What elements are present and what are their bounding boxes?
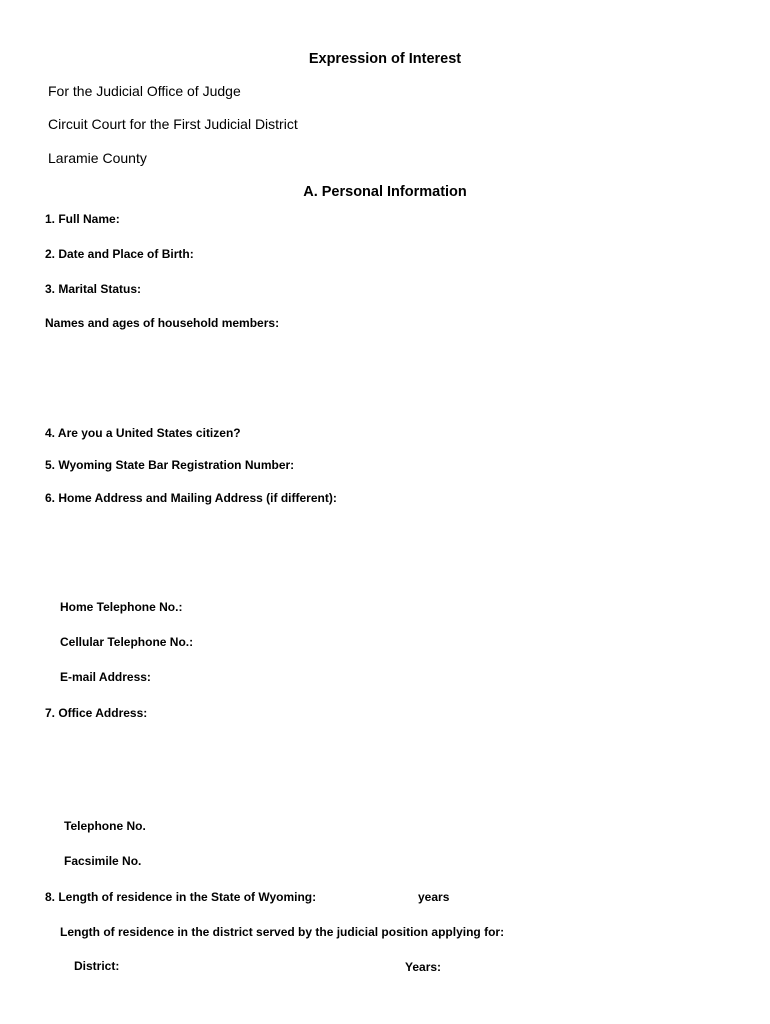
page-title: Expression of Interest	[308, 51, 462, 67]
household-members-input[interactable]	[45, 338, 720, 418]
office-address-input[interactable]	[45, 728, 720, 808]
birth-input[interactable]	[206, 246, 720, 262]
state-residence-label: 8. Length of residence in the State of Wyoming:	[45, 890, 317, 904]
district-input[interactable]	[126, 958, 396, 974]
years-unit-label: years	[418, 890, 450, 904]
full-name-input[interactable]	[130, 211, 720, 227]
cell-phone-label: Cellular Telephone No.:	[60, 635, 194, 649]
marital-status-label: 3. Marital Status:	[45, 282, 142, 296]
birth-label: 2. Date and Place of Birth:	[45, 247, 194, 261]
office-line-3: Laramie County	[48, 150, 147, 166]
state-residence-input[interactable]	[336, 889, 412, 905]
office-line-2: Circuit Court for the First Judicial District	[48, 116, 298, 132]
section-heading: A. Personal Information	[303, 184, 467, 200]
district-residence-label: Length of residence in the district served by the judicial position applying for:	[60, 925, 505, 939]
full-name-label: 1. Full Name:	[45, 212, 120, 226]
marital-status-input[interactable]	[150, 281, 720, 297]
office-line-1: For the Judicial Office of Judge	[48, 83, 241, 99]
home-address-label: 6. Home Address and Mailing Address (if different):	[45, 491, 337, 505]
cell-phone-input[interactable]	[204, 634, 720, 650]
office-address-label: 7. Office Address:	[45, 706, 148, 720]
home-phone-input[interactable]	[192, 599, 720, 615]
home-phone-label: Home Telephone No.:	[60, 600, 183, 614]
email-label: E-mail Address:	[60, 670, 151, 684]
home-address-input[interactable]	[45, 513, 720, 591]
fax-label: Facsimile No.	[64, 854, 142, 868]
district-label: District:	[74, 959, 120, 973]
household-members-label: Names and ages of household members:	[45, 316, 280, 330]
citizen-label: 4. Are you a United States citizen?	[45, 426, 241, 440]
office-phone-input[interactable]	[154, 818, 720, 834]
fax-input[interactable]	[150, 853, 720, 869]
office-phone-label: Telephone No.	[64, 819, 146, 833]
citizen-input[interactable]	[256, 425, 720, 441]
district-years-input[interactable]	[450, 959, 720, 975]
district-years-label: Years:	[405, 960, 442, 974]
bar-number-label: 5. Wyoming State Bar Registration Number:	[45, 458, 295, 472]
email-input[interactable]	[160, 669, 720, 685]
bar-number-input[interactable]	[311, 457, 720, 473]
